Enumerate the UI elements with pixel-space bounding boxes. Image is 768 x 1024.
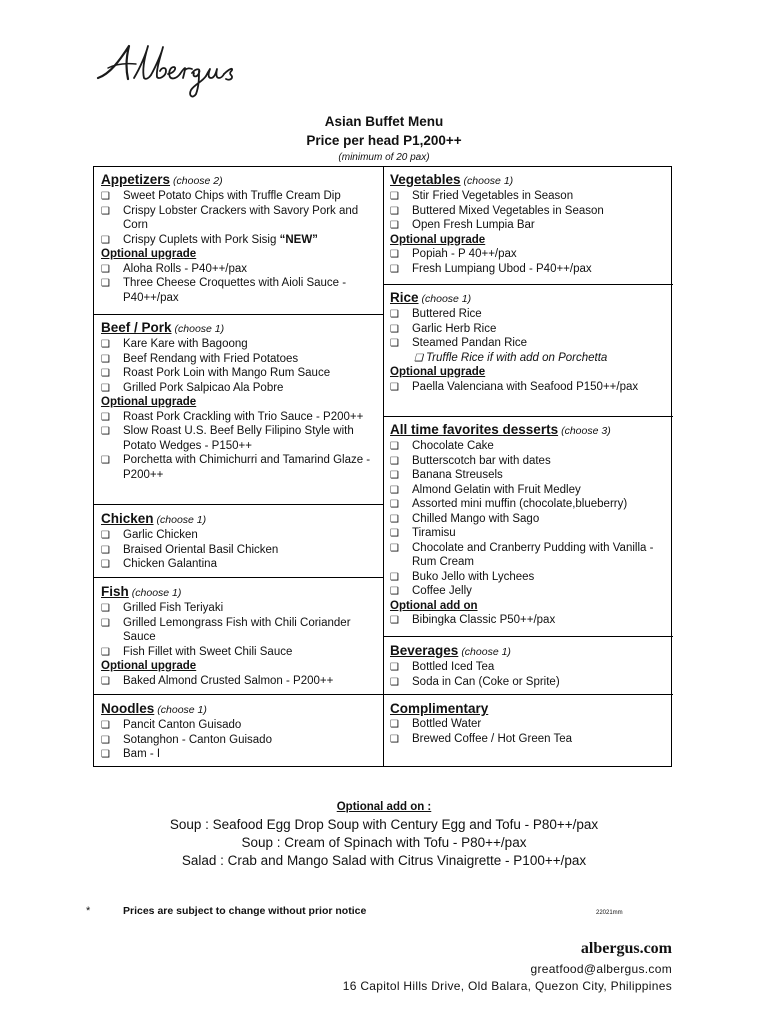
checkbox-icon: ❑ [390, 499, 399, 510]
appetizers-section [101, 172, 377, 305]
menu-item: ❑ Kare Kare with Bagoong [101, 338, 248, 350]
menu-item: ❑ Grilled Lemongrass Fish with Chili Coriander Sauce [101, 616, 351, 643]
menu-item: ❑ Stir Fried Vegetables in Season [390, 190, 574, 202]
add-on-line: Salad : Crab and Mango Salad with Citrus Vinaigrette - P100++/pax [181, 853, 587, 868]
checkbox-icon: ❑ [390, 191, 399, 202]
section-title: Fish (choose 1) [101, 584, 182, 599]
section-title: Beef / Pork (choose 1) [101, 320, 225, 335]
menu-item: ❑ Soda in Can (Coke or Sprite) [390, 675, 560, 688]
checkbox-icon: ❑ [101, 749, 110, 760]
menu-item: ❑ Banana Streusels [390, 469, 503, 481]
desserts-section [390, 422, 668, 628]
vegetables-section [390, 172, 668, 276]
menu-item: ❑ Butterscotch bar with dates [390, 454, 551, 467]
rice-section [390, 290, 668, 394]
menu-table [93, 166, 672, 767]
section-title: Chicken (choose 1) [101, 511, 207, 526]
price-disclaimer: Prices are subject to change without prior notice [123, 905, 367, 917]
checkbox-icon: ❑ [390, 381, 399, 393]
section-title: All time favorites desserts (choose 3) [390, 422, 611, 437]
albergus-logo [96, 38, 271, 100]
checkbox-icon: ❑ [101, 675, 110, 687]
menu-item: ❑ Chicken Galantina [101, 558, 217, 570]
section-title: Rice (choose 1) [390, 290, 472, 305]
checkbox-icon: ❑ [414, 352, 423, 364]
add-on-line: Soup : Seafood Egg Drop Soup with Century Egg and Tofu - P80++/pax [169, 817, 599, 832]
checkbox-icon: ❑ [101, 530, 110, 541]
upgrade-item: ❑ Baked Almond Crusted Salmon - P200++ [101, 674, 334, 687]
checkbox-icon: ❑ [101, 617, 110, 629]
checkbox-icon: ❑ [101, 278, 110, 289]
checkbox-icon: ❑ [390, 484, 399, 496]
section-title: Beverages (choose 1) [390, 643, 511, 658]
upgrade-item: ❑ Slow Roast U.S. Beef Belly Filipino Style with Potato Wedges - P150++ [101, 425, 354, 452]
menu-item: ❑ Braised Oriental Basil Chicken [101, 543, 279, 556]
divider [383, 636, 673, 637]
fish-section [101, 584, 377, 688]
divider [383, 284, 673, 285]
optional-upgrade-label: Optional upgrade [101, 248, 197, 260]
website-link[interactable]: albergus.com [580, 940, 672, 957]
menu-item: ❑ Open Fresh Lumpia Bar [390, 219, 535, 231]
menu-item: ❑ Tiramisu [390, 527, 456, 539]
menu-item: ❑ Garlic Chicken [101, 529, 198, 541]
price-per-head: Price per head P1,200++ [306, 133, 462, 148]
add-on-line: Soup : Cream of Spinach with Tofu - P80++/pax [241, 835, 527, 850]
menu-item: ❑ Grilled Pork Salpicao Ala Pobre [101, 381, 284, 394]
menu-item: ❑ Sotanghon - Canton Guisado [101, 733, 272, 746]
divider [383, 694, 673, 695]
chicken-section [101, 511, 377, 572]
divider [383, 416, 673, 417]
checkbox-icon: ❑ [101, 353, 110, 365]
checkbox-icon: ❑ [101, 603, 110, 614]
checkbox-icon: ❑ [390, 309, 399, 320]
checkbox-icon: ❑ [101, 382, 110, 394]
checkbox-icon: ❑ [101, 646, 110, 658]
checkbox-icon: ❑ [101, 411, 110, 423]
checkbox-icon: ❑ [101, 234, 110, 246]
optional-upgrade-label: Optional upgrade [390, 366, 486, 378]
menu-item: ❑ Steamed Pandan Rice [390, 337, 528, 349]
section-title: Noodles (choose 1) [101, 701, 207, 716]
section-title: Complimentary [390, 701, 489, 716]
menu-item: ❑ Coffee Jelly [390, 585, 472, 597]
menu-item: ❑ Beef Rendang with Fried Potatoes [101, 352, 299, 365]
checkbox-icon: ❑ [101, 720, 110, 731]
optional-add-on-label: Optional add on [390, 599, 478, 612]
upgrade-item: ❑ Porchetta with Chimichurri and Tamarind Glaze - P200++ [101, 454, 371, 481]
checkbox-icon: ❑ [390, 662, 399, 673]
checkbox-icon: ❑ [101, 426, 110, 437]
menu-item: ❑ Crispy Cuplets with Pork Sisig “NEW” [101, 233, 318, 246]
menu-item: ❑ Roast Pork Loin with Mango Rum Sauce [101, 367, 331, 379]
menu-item: ❑ Sweet Potato Chips with Truffle Cream Dip [101, 190, 341, 202]
divider [94, 694, 383, 695]
checkbox-icon: ❑ [390, 263, 399, 275]
noodles-section [101, 701, 377, 762]
optional-upgrade-label: Optional upgrade [390, 233, 486, 246]
checkbox-icon: ❑ [390, 615, 399, 626]
upgrade-item: ❑ Popiah - P 40++/pax [390, 248, 517, 260]
upgrade-item: ❑ Roast Pork Crackling with Trio Sauce - P200++ [101, 410, 364, 423]
checkbox-icon: ❑ [390, 323, 399, 335]
menu-item: ❑ Crispy Lobster Crackers with Savory Pork and Corn [101, 204, 359, 231]
checkbox-icon: ❑ [390, 441, 399, 452]
upgrade-item: ❑ Aloha Rolls - P40++/pax [101, 262, 248, 275]
checkbox-icon: ❑ [101, 455, 110, 466]
checkbox-icon: ❑ [101, 191, 110, 202]
menu-item: ❑ Chocolate Cake [390, 440, 494, 452]
checkbox-icon: ❑ [390, 586, 399, 597]
menu-item: ❑ Bam - I [101, 748, 161, 760]
column-divider [383, 167, 384, 766]
checkbox-icon: ❑ [101, 263, 110, 275]
new-tag: “NEW” [279, 233, 318, 246]
optional-upgrade-label: Optional upgrade [101, 396, 197, 408]
checkbox-icon: ❑ [390, 205, 399, 217]
menu-title: Asian Buffet Menu [324, 114, 444, 129]
menu-item: ❑ Bottled Iced Tea [390, 661, 495, 673]
checkbox-icon: ❑ [390, 470, 399, 481]
document-code: 22021mm [596, 910, 623, 916]
menu-item: ❑ Chocolate and Cranberry Pudding with Vanilla - Rum Cream [390, 541, 654, 568]
menu-item: ❑ Brewed Coffee / Hot Green Tea [390, 732, 573, 745]
beverages-section [390, 643, 668, 689]
section-title: Appetizers (choose 2) [101, 172, 223, 187]
upgrade-item: ❑ Paella Valenciana with Seafood P150++/pax [390, 380, 639, 393]
menu-item: ❑ Pancit Canton Guisado [101, 719, 242, 731]
checkbox-icon: ❑ [390, 249, 399, 260]
menu-item: ❑ Buttered Rice [390, 308, 482, 320]
menu-item: ❑ Bottled Water [390, 718, 482, 730]
add-on-item: ❑ Bibingka Classic P50++/pax [390, 614, 556, 626]
menu-item: ❑ Almond Gelatin with Fruit Medley [390, 483, 581, 496]
menu-item: ❑ Chilled Mango with Sago [390, 512, 540, 525]
optional-add-on-heading: Optional add on : [336, 801, 432, 813]
menu-item: ❑ Fish Fillet with Sweet Chili Sauce [101, 645, 293, 658]
checkbox-icon: ❑ [101, 559, 110, 570]
complimentary-section [390, 701, 668, 746]
divider [94, 504, 383, 505]
checkbox-icon: ❑ [390, 220, 399, 231]
checkbox-icon: ❑ [390, 528, 399, 539]
checkbox-icon: ❑ [101, 734, 110, 746]
section-title: Vegetables (choose 1) [390, 172, 514, 187]
sub-item: ❑ Truffle Rice if with add on Porchetta [414, 351, 608, 364]
checkbox-icon: ❑ [390, 676, 399, 688]
checkbox-icon: ❑ [101, 544, 110, 556]
checkbox-icon: ❑ [101, 368, 110, 379]
checkbox-icon: ❑ [390, 719, 399, 730]
asterisk: * [86, 905, 91, 917]
checkbox-icon: ❑ [390, 513, 399, 525]
checkbox-icon: ❑ [390, 542, 399, 554]
menu-item: ❑ Buko Jello with Lychees [390, 570, 535, 583]
divider [94, 577, 383, 578]
checkbox-icon: ❑ [101, 339, 110, 350]
checkbox-icon: ❑ [390, 571, 399, 583]
minimum-pax-note: (minimum of 20 pax) [338, 152, 430, 163]
checkbox-icon: ❑ [390, 733, 399, 745]
menu-item: ❑ Buttered Mixed Vegetables in Season [390, 204, 604, 217]
divider [94, 314, 383, 315]
upgrade-item: ❑ Fresh Lumpiang Ubod - P40++/pax [390, 262, 592, 275]
menu-item: ❑ Assorted mini muffin (chocolate,blueberry) [390, 498, 628, 510]
menu-item: ❑ Garlic Herb Rice [390, 322, 497, 335]
upgrade-item: ❑ Three Cheese Croquettes with Aioli Sauce - P40++/pax [101, 277, 347, 304]
checkbox-icon: ❑ [390, 455, 399, 467]
optional-upgrade-label: Optional upgrade [101, 660, 197, 672]
beef-pork-section [101, 320, 377, 482]
address: 16 Capitol Hills Drive, Old Balara, Quezon City, Philippines [342, 979, 672, 993]
menu-item: ❑ Grilled Fish Teriyaki [101, 602, 224, 614]
email-link[interactable]: greatfood@albergus.com [530, 962, 672, 976]
checkbox-icon: ❑ [101, 205, 110, 217]
checkbox-icon: ❑ [390, 338, 399, 349]
